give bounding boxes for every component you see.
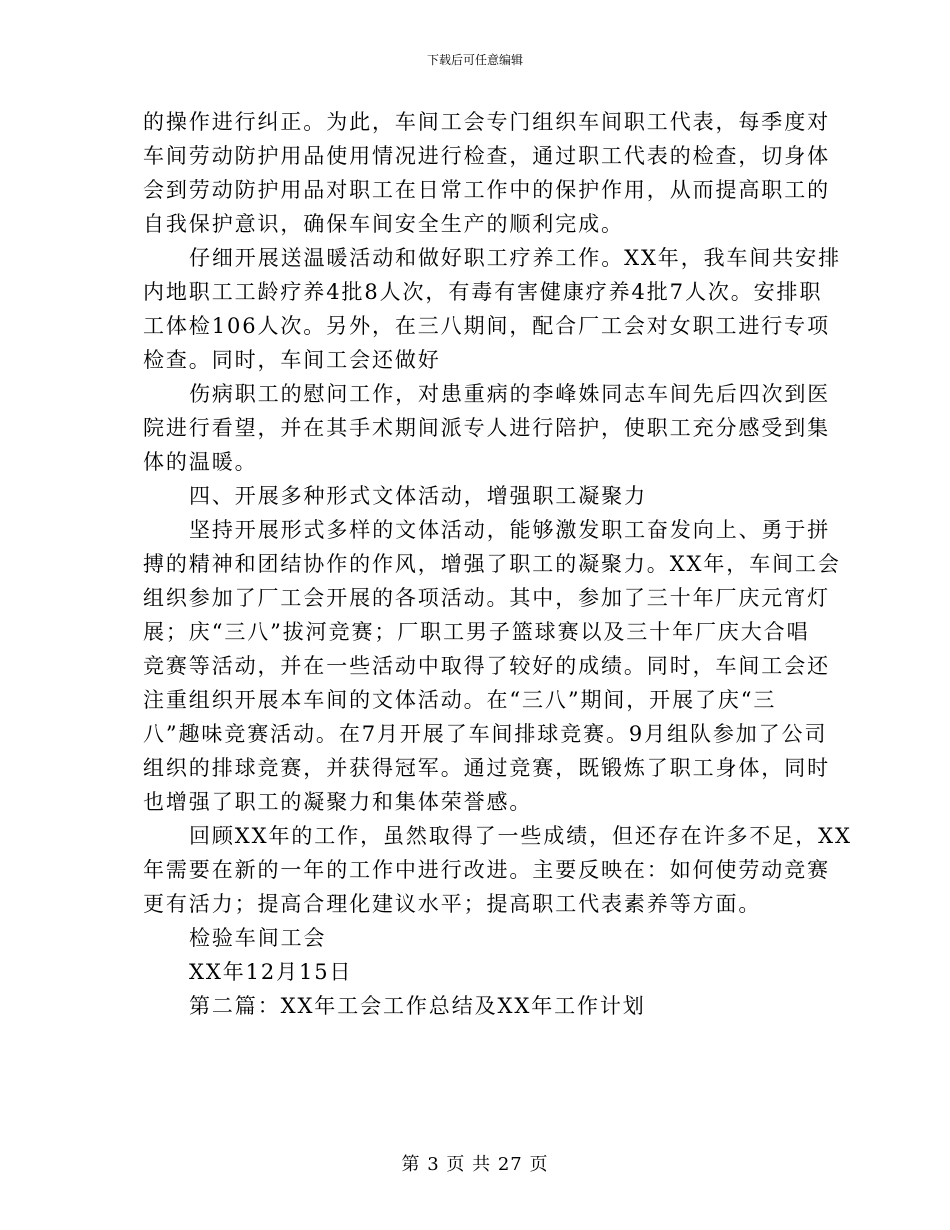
text-line: 检查。同时，车间工会还做好 [143,348,441,372]
text-line: 仔细开展送温暖活动和做好职工疗养工作。XX年，我车间共安排 [189,246,841,270]
text-line: 展；庆“三八”拔河竞赛；厂职工男子篮球赛以及三十年厂庆大合唱 [143,620,810,644]
text-line: 组织参加了厂工会开展的各项活动。其中，参加了三十年厂庆元宵灯 [143,586,830,610]
text-line: 组织的排球竞赛，并获得冠军。通过竞赛，既锻炼了职工身体，同时 [143,756,830,780]
document-body [143,105,852,1023]
text-line: 内地职工工龄疗养4批8人次，有毒有害健康疗养4批7人次。安排职 [143,280,823,304]
signature-line: 检验车间工会 [189,926,327,950]
page-number-footer: 第 3 页 共 27 页 [401,1154,549,1175]
section-heading: 四、开展多种形式文体活动，增强职工凝聚力 [189,484,647,508]
text-line: 年需要在新的一年的工作中进行改进。主要反映在：如何使劳动竞赛 [143,858,830,882]
text-line: 注重组织开展本车间的文体活动。在“三八”期间，开展了庆“三 [143,688,777,712]
text-line: 伤病职工的慰问工作，对患重病的李峰姝同志车间先后四次到医 [189,382,831,406]
text-line: 竞赛等活动，并在一些活动中取得了较好的成绩。同时，车间工会还 [143,654,830,678]
date-line: XX年12月15日 [189,960,353,984]
text-line: 坚持开展形式多样的文体活动，能够激发职工奋发向上、勇于拼 [189,518,831,542]
text-line: 搏的精神和团结协作的作风，增强了职工的凝聚力。XX年，车间工会 [143,552,841,576]
text-line: 八”趣味竞赛活动。在7月开展了车间排球竞赛。9月组队参加了公司 [143,722,828,746]
text-line: 车间劳动防护用品使用情况进行检查，通过职工代表的检查，切身体 [143,144,830,168]
text-line: 回顾XX年的工作，虽然取得了一些成绩，但还存在许多不足，XX [189,824,852,848]
text-line: 自我保护意识，确保车间安全生产的顺利完成。 [143,212,624,236]
text-line: 院进行看望，并在其手术期间派专人进行陪护，使职工充分感受到集 [143,416,830,440]
text-line: 的操作进行纠正。为此，车间工会专门组织车间职工代表，每季度对 [143,110,830,134]
text-line: 会到劳动防护用品对职工在日常工作中的保护作用，从而提高职工的 [143,178,830,202]
text-line: 更有活力；提高合理化建议水平；提高职工代表素养等方面。 [143,892,762,916]
text-line: 体的温暖。 [143,450,258,474]
chapter-title: 第二篇：XX年工会工作总结及XX年工作计划 [189,994,646,1018]
text-line: 工体检106人次。另外，在三八期间，配合厂工会对女职工进行专项 [143,314,830,338]
page-header: 下载后可任意编辑 [426,53,523,67]
text-line: 也增强了职工的凝聚力和集体荣誉感。 [143,790,533,814]
